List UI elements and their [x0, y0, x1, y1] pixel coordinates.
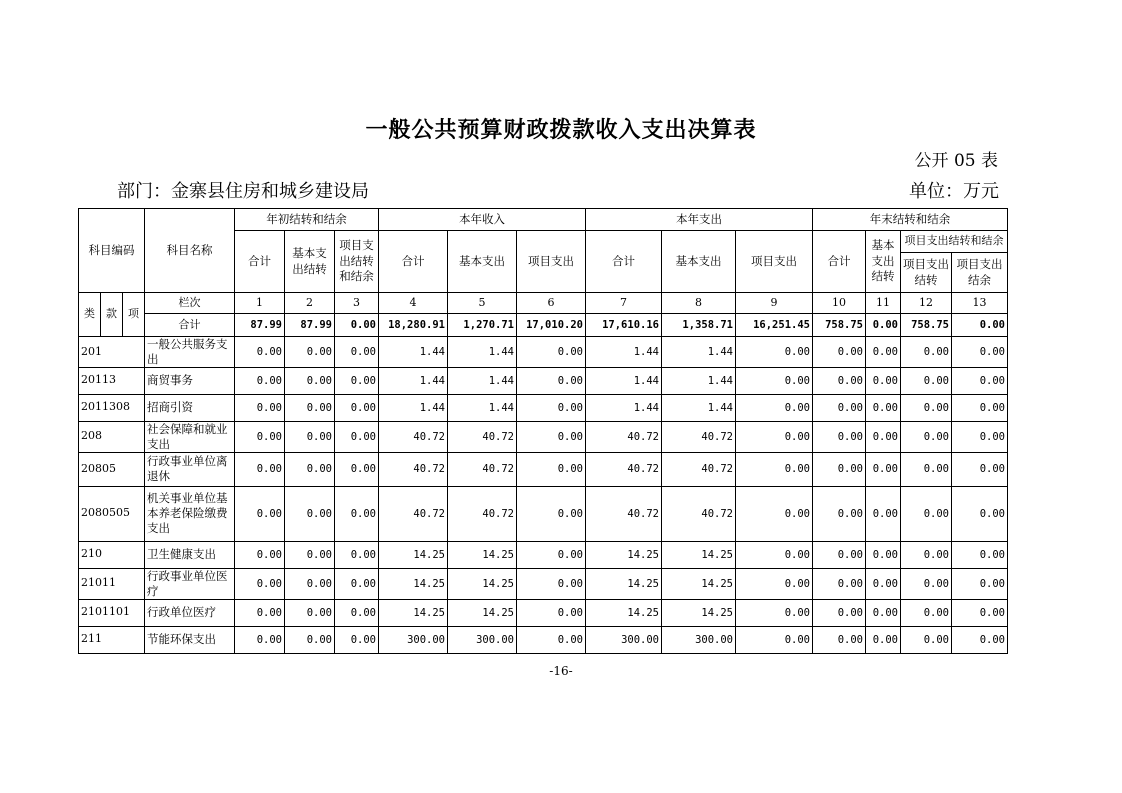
value-cell: 0.00	[335, 421, 379, 452]
form-number: 公开 05 表	[914, 151, 998, 171]
value-cell: 0.00	[901, 394, 952, 421]
value-cell: 0.00	[736, 394, 813, 421]
value-cell: 1.44	[379, 394, 448, 421]
subject-code-cell: 20805	[79, 452, 145, 486]
value-cell: 40.72	[586, 452, 662, 486]
value-cell: 0.00	[335, 568, 379, 599]
value-cell: 1.44	[448, 367, 517, 394]
value-cell: 0.00	[517, 626, 586, 653]
subject-code-cell: 2080505	[79, 486, 145, 541]
value-cell: 0.00	[235, 568, 285, 599]
value-cell: 14.25	[379, 568, 448, 599]
value-cell: 0.00	[335, 394, 379, 421]
value-cell: 40.72	[379, 452, 448, 486]
value-cell: 0.00	[736, 568, 813, 599]
value-cell: 0.00	[866, 541, 901, 568]
value-cell: 300.00	[379, 626, 448, 653]
value-cell: 0.00	[235, 452, 285, 486]
header-col-12: 项目支出结转	[901, 253, 952, 293]
total-cell: 87.99	[285, 314, 335, 337]
subject-name-cell: 机关事业单位基本养老保险缴费支出	[145, 486, 235, 541]
value-cell: 0.00	[952, 367, 1008, 394]
value-cell: 14.25	[379, 541, 448, 568]
header-col-2: 基本支出结转	[285, 231, 335, 293]
value-cell: 0.00	[866, 626, 901, 653]
value-cell: 0.00	[901, 599, 952, 626]
column-number: 11	[866, 293, 901, 314]
value-cell: 0.00	[335, 452, 379, 486]
value-cell: 0.00	[335, 626, 379, 653]
header-group-closing-balance: 年末结转和结余	[813, 209, 1008, 231]
header-col-6: 项目支出	[517, 231, 586, 293]
table-row	[79, 337, 1008, 368]
value-cell: 0.00	[866, 568, 901, 599]
subject-code-cell: 2011308	[79, 394, 145, 421]
value-cell: 0.00	[335, 367, 379, 394]
value-cell: 0.00	[736, 367, 813, 394]
value-cell: 0.00	[285, 486, 335, 541]
value-cell: 0.00	[901, 421, 952, 452]
value-cell: 1.44	[586, 367, 662, 394]
value-cell: 0.00	[736, 421, 813, 452]
value-cell: 0.00	[517, 367, 586, 394]
value-cell: 14.25	[662, 568, 736, 599]
header-col-13: 项目支出结余	[952, 253, 1008, 293]
value-cell: 0.00	[235, 394, 285, 421]
value-cell: 1.44	[448, 394, 517, 421]
value-cell: 14.25	[448, 599, 517, 626]
value-cell: 14.25	[662, 599, 736, 626]
value-cell: 0.00	[285, 367, 335, 394]
subject-name-cell: 节能环保支出	[145, 626, 235, 653]
value-cell: 1.44	[448, 337, 517, 368]
value-cell: 0.00	[952, 626, 1008, 653]
value-cell: 0.00	[901, 337, 952, 368]
subject-code-cell: 20113	[79, 367, 145, 394]
total-cell: 0.00	[952, 314, 1008, 337]
value-cell: 1.44	[586, 337, 662, 368]
header-col-10: 合计	[813, 231, 866, 293]
unit-label: 单位：万元	[909, 181, 999, 202]
subject-code-cell: 2101101	[79, 599, 145, 626]
header-group-expenditure: 本年支出	[586, 209, 813, 231]
column-number: 7	[586, 293, 662, 314]
subject-code-cell: 210	[79, 541, 145, 568]
value-cell: 40.72	[448, 421, 517, 452]
value-cell: 300.00	[448, 626, 517, 653]
value-cell: 0.00	[517, 337, 586, 368]
value-cell: 0.00	[736, 626, 813, 653]
column-number: 3	[335, 293, 379, 314]
value-cell: 40.72	[662, 452, 736, 486]
value-cell: 0.00	[285, 452, 335, 486]
header-subject-code: 科目编码	[79, 209, 145, 293]
header-col-1: 合计	[235, 231, 285, 293]
value-cell: 1.44	[662, 367, 736, 394]
total-cell: 1,358.71	[662, 314, 736, 337]
value-cell: 0.00	[736, 599, 813, 626]
table-row	[79, 599, 1008, 626]
value-cell: 1.44	[379, 367, 448, 394]
header-col-7: 合计	[586, 231, 662, 293]
value-cell: 0.00	[813, 568, 866, 599]
value-cell: 300.00	[586, 626, 662, 653]
value-cell: 0.00	[901, 452, 952, 486]
value-cell: 0.00	[866, 452, 901, 486]
value-cell: 0.00	[517, 486, 586, 541]
table-row	[79, 394, 1008, 421]
header-column-index: 栏次	[145, 293, 235, 314]
subject-name-cell: 行政事业单位离退休	[145, 452, 235, 486]
table-row	[79, 486, 1008, 541]
value-cell: 14.25	[448, 541, 517, 568]
value-cell: 40.72	[448, 486, 517, 541]
value-cell: 40.72	[379, 486, 448, 541]
value-cell: 1.44	[379, 337, 448, 368]
subject-code-cell: 211	[79, 626, 145, 653]
subject-name-cell: 卫生健康支出	[145, 541, 235, 568]
subject-name-cell: 一般公共服务支出	[145, 337, 235, 368]
subject-code-cell: 208	[79, 421, 145, 452]
value-cell: 0.00	[813, 337, 866, 368]
value-cell: 0.00	[901, 486, 952, 541]
header-item: 项	[123, 293, 145, 337]
value-cell: 0.00	[901, 367, 952, 394]
value-cell: 0.00	[517, 452, 586, 486]
value-cell: 1.44	[662, 394, 736, 421]
value-cell: 300.00	[662, 626, 736, 653]
department-label: 部门：金寨县住房和城乡建设局	[117, 181, 369, 202]
value-cell: 40.72	[662, 486, 736, 541]
table-row	[79, 541, 1008, 568]
value-cell: 0.00	[517, 421, 586, 452]
value-cell: 0.00	[813, 599, 866, 626]
total-cell: 17,610.16	[586, 314, 662, 337]
total-cell: 758.75	[901, 314, 952, 337]
header-group-project-balance: 项目支出结转和结余	[901, 231, 1008, 253]
value-cell: 0.00	[335, 599, 379, 626]
column-number: 2	[285, 293, 335, 314]
value-cell: 0.00	[285, 599, 335, 626]
value-cell: 0.00	[952, 394, 1008, 421]
subject-name-cell: 行政单位医疗	[145, 599, 235, 626]
value-cell: 0.00	[813, 541, 866, 568]
table-row	[79, 626, 1008, 653]
header-section: 款	[101, 293, 123, 337]
total-cell: 16,251.45	[736, 314, 813, 337]
value-cell: 0.00	[235, 541, 285, 568]
column-number: 5	[448, 293, 517, 314]
value-cell: 0.00	[866, 394, 901, 421]
value-cell: 0.00	[866, 367, 901, 394]
value-cell: 0.00	[952, 337, 1008, 368]
value-cell: 0.00	[235, 599, 285, 626]
value-cell: 0.00	[952, 452, 1008, 486]
value-cell: 14.25	[586, 541, 662, 568]
header-col-8: 基本支出	[662, 231, 736, 293]
value-cell: 0.00	[235, 337, 285, 368]
total-cell: 1,270.71	[448, 314, 517, 337]
total-cell: 0.00	[866, 314, 901, 337]
value-cell: 0.00	[517, 599, 586, 626]
header-class: 类	[79, 293, 101, 337]
value-cell: 0.00	[866, 486, 901, 541]
subject-code-cell: 201	[79, 337, 145, 368]
page-number: -16-	[549, 664, 573, 678]
table-row	[79, 452, 1008, 486]
value-cell: 0.00	[813, 626, 866, 653]
value-cell: 0.00	[952, 568, 1008, 599]
value-cell: 0.00	[235, 486, 285, 541]
column-number: 12	[901, 293, 952, 314]
value-cell: 0.00	[952, 486, 1008, 541]
value-cell: 0.00	[736, 486, 813, 541]
value-cell: 0.00	[901, 626, 952, 653]
value-cell: 0.00	[335, 486, 379, 541]
header-subject-name: 科目名称	[145, 209, 235, 293]
page-title: 一般公共预算财政拨款收入支出决算表	[365, 117, 757, 143]
value-cell: 0.00	[335, 541, 379, 568]
total-cell: 0.00	[335, 314, 379, 337]
value-cell: 0.00	[813, 394, 866, 421]
subject-code-cell: 21011	[79, 568, 145, 599]
value-cell: 0.00	[517, 394, 586, 421]
value-cell: 1.44	[586, 394, 662, 421]
value-cell: 0.00	[517, 541, 586, 568]
value-cell: 0.00	[285, 626, 335, 653]
header-col-4: 合计	[379, 231, 448, 293]
value-cell: 14.25	[448, 568, 517, 599]
value-cell: 0.00	[901, 568, 952, 599]
value-cell: 14.25	[586, 568, 662, 599]
total-row	[79, 314, 1008, 337]
value-cell: 0.00	[235, 626, 285, 653]
value-cell: 0.00	[866, 599, 901, 626]
value-cell: 0.00	[901, 541, 952, 568]
value-cell: 14.25	[662, 541, 736, 568]
header-group-income: 本年收入	[379, 209, 586, 231]
column-number: 9	[736, 293, 813, 314]
column-number: 10	[813, 293, 866, 314]
subject-name-cell: 行政事业单位医疗	[145, 568, 235, 599]
subject-name-cell: 社会保障和就业支出	[145, 421, 235, 452]
column-number: 13	[952, 293, 1008, 314]
value-cell: 0.00	[952, 541, 1008, 568]
value-cell: 14.25	[586, 599, 662, 626]
value-cell: 1.44	[662, 337, 736, 368]
column-number: 4	[379, 293, 448, 314]
column-number: 1	[235, 293, 285, 314]
subject-name-cell: 商贸事务	[145, 367, 235, 394]
header-row-1	[79, 209, 1008, 231]
value-cell: 0.00	[335, 337, 379, 368]
value-cell: 0.00	[285, 568, 335, 599]
subject-name-cell: 招商引资	[145, 394, 235, 421]
value-cell: 40.72	[586, 486, 662, 541]
header-col-11: 基本支出结转	[866, 231, 901, 293]
value-cell: 0.00	[235, 421, 285, 452]
total-cell: 18,280.91	[379, 314, 448, 337]
value-cell: 0.00	[813, 452, 866, 486]
value-cell: 0.00	[866, 421, 901, 452]
value-cell: 14.25	[379, 599, 448, 626]
table-row	[79, 421, 1008, 452]
header-col-9: 项目支出	[736, 231, 813, 293]
value-cell: 40.72	[448, 452, 517, 486]
header-group-opening-balance: 年初结转和结余	[235, 209, 379, 231]
value-cell: 0.00	[235, 367, 285, 394]
value-cell: 0.00	[813, 367, 866, 394]
total-cell: 758.75	[813, 314, 866, 337]
table-row	[79, 367, 1008, 394]
value-cell: 0.00	[813, 421, 866, 452]
value-cell: 0.00	[813, 486, 866, 541]
value-cell: 0.00	[285, 541, 335, 568]
table-row	[79, 568, 1008, 599]
total-cell: 87.99	[235, 314, 285, 337]
total-cell: 17,010.20	[517, 314, 586, 337]
value-cell: 0.00	[952, 599, 1008, 626]
value-cell: 0.00	[952, 421, 1008, 452]
column-number: 8	[662, 293, 736, 314]
value-cell: 0.00	[736, 337, 813, 368]
column-number-row	[79, 293, 1008, 314]
value-cell: 40.72	[586, 421, 662, 452]
value-cell: 0.00	[736, 452, 813, 486]
column-number: 6	[517, 293, 586, 314]
header-col-3: 项目支出结转和结余	[335, 231, 379, 293]
total-label: 合计	[145, 314, 235, 337]
value-cell: 0.00	[736, 541, 813, 568]
value-cell: 0.00	[285, 394, 335, 421]
header-col-5: 基本支出	[448, 231, 517, 293]
value-cell: 0.00	[866, 337, 901, 368]
budget-table	[78, 208, 1008, 654]
value-cell: 0.00	[285, 337, 335, 368]
value-cell: 0.00	[285, 421, 335, 452]
value-cell: 0.00	[517, 568, 586, 599]
value-cell: 40.72	[662, 421, 736, 452]
value-cell: 40.72	[379, 421, 448, 452]
